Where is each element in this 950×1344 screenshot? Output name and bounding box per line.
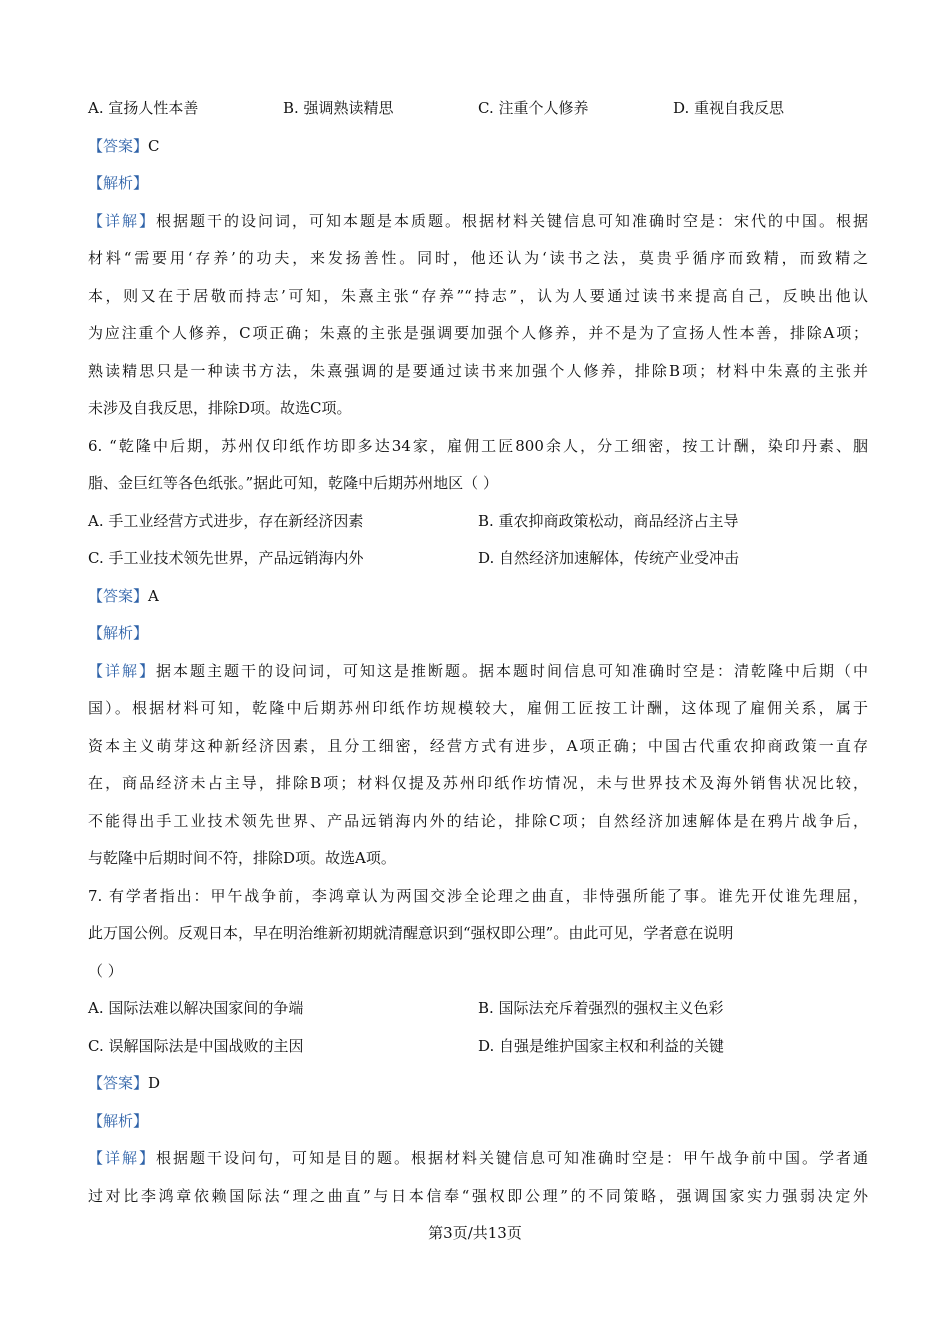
q7-options-row: [88, 1028, 868, 1066]
q6-detail-line: 资本主义萌芽这种新经济因素，且分工细密，经营方式有进步，A项正确；中国古代重农抑商政策一直存: [88, 736, 868, 755]
q6-analysis-heading: [88, 615, 868, 653]
document-page: [88, 90, 868, 1215]
q5-options: [88, 90, 868, 128]
q7-option-c: C. 误解国际法是中国战败的主因: [88, 1036, 304, 1055]
q7-stem-line: 7. 有学者指出：甲午战争前，李鸿章认为两国交涉全论理之曲直，非恃强所能了事。谁先开仗谁先理屈，: [88, 886, 868, 905]
analysis-tag: 【解析】: [88, 174, 149, 192]
q6-stem-line: 脂、金巨红等各色纸张。”据此可知，乾隆中后期苏州地区（ ）: [88, 474, 498, 492]
q5-analysis-heading: [88, 165, 868, 203]
q5-detail-text: 根据题干的设问词，可知本题是本质题。根据材料关键信息可知准确时空是：宋代的中国。根据: [156, 211, 868, 230]
q6-option-b: B. 重农抑商政策松动，商品经济占主导: [478, 511, 739, 530]
q6-stem-line: 6. “乾隆中后期，苏州仅印纸作坊即多达34家，雇佣工匠800余人，分工细密，按工计酬，染印丹素、胭: [88, 436, 868, 455]
q7-option-d: D. 自强是维护国家主权和利益的关键: [478, 1036, 725, 1055]
q6-detail-line: [88, 653, 868, 691]
answer-value: C: [148, 136, 160, 155]
q5-detail-line: [88, 203, 868, 241]
detail-tag: 【详解】: [88, 1149, 156, 1167]
q7-stem-line: （ ）: [88, 961, 123, 980]
q6-detail-line: 国）。根据材料可知，乾隆中后期苏州印纸作坊规模较大，雇佣工匠按工计酬，这体现了雇佣关系，属于: [88, 699, 868, 717]
q6-detail-text: 据本题主题干的设问词，可知这是推断题。据本题时间信息可知准确时空是：清乾隆中后期（中: [156, 661, 868, 680]
q5-option-c: C. 注重个人修养: [478, 99, 589, 117]
q6-options-row: [88, 540, 868, 578]
analysis-tag: 【解析】: [88, 1111, 149, 1130]
q6-options-row: [88, 503, 868, 541]
q6-detail-line: 不能得出手工业技术领先世界、产品远销海内外的结论，排除C项；自然经济加速解体是在鸦片战争后，: [88, 811, 868, 830]
q6-detail-line: 与乾隆中后期时间不符，排除D项。故选A项。: [88, 849, 396, 867]
detail-tag: 【详解】: [88, 661, 156, 680]
q6-option-d: D. 自然经济加速解体，传统产业受冲击: [478, 549, 740, 567]
q5-detail-line: 材料“需要用‘存养’的功夫，来发扬善性。同时，他还认为‘读书之法，莫贵乎循序而致精，而致精之: [88, 249, 868, 267]
q7-answer: [88, 1065, 868, 1103]
q6-answer: [88, 578, 868, 616]
q5-detail-line: 熟读精思只是一种读书方法，朱熹强调的是要通过读书来加强个人修养，排除B项；材料中朱熹的主张并: [88, 361, 868, 380]
q5-option-a: A. 宣扬人性本善: [88, 99, 199, 117]
q7-option-a: A. 国际法难以解决国家间的争端: [88, 999, 304, 1017]
answer-tag: 【答案】: [88, 1074, 149, 1092]
detail-tag: 【详解】: [88, 211, 156, 230]
q6-option-a: A. 手工业经营方式进步，存在新经济因素: [88, 511, 364, 530]
answer-value: D: [148, 1074, 161, 1092]
q7-analysis-heading: [88, 1103, 868, 1141]
q7-detail-text: 根据题干设问句，可知是目的题。根据材料关键信息可知准确时空是：甲午战争前中国。学者通: [156, 1149, 868, 1167]
q5-option-d: D. 重视自我反思: [673, 99, 785, 117]
page-footer: 第3页/共13页: [428, 1224, 522, 1242]
q7-detail-line: 过对比李鸿章依赖国际法“理之曲直”与日本信奉“强权即公理”的不同策略，强调国家实力强弱决定外: [88, 1186, 868, 1205]
q7-options-row: [88, 990, 868, 1028]
analysis-tag: 【解析】: [88, 624, 149, 642]
q7-option-b: B. 国际法充斥着强烈的强权主义色彩: [478, 999, 724, 1017]
answer-tag: 【答案】: [88, 136, 149, 155]
q7-detail-line: [88, 1140, 868, 1178]
q6-detail-line: 在，商品经济未占主导，排除B项；材料仅提及苏州印纸作坊情况，未与世界技术及海外销售状况比较，: [88, 774, 868, 792]
q5-detail-line: 为应注重个人修养，C项正确；朱熹的主张是强调要加强个人修养，并不是为了宣扬人性本善，排除A项；: [88, 324, 868, 342]
q5-detail-line: 本，则又在于居敬而持志’可知，朱熹主张“存养”“持志”，认为人要通过读书来提高自己，反映出他认: [88, 286, 868, 305]
answer-tag: 【答案】: [88, 586, 149, 605]
q5-detail-line: 未涉及自我反思，排除D项。故选C项。: [88, 399, 352, 417]
answer-value: A: [148, 586, 159, 605]
q5-answer: [88, 128, 868, 166]
q5-option-b: B. 强调熟读精思: [283, 99, 394, 117]
q7-stem-line: 此万国公例。反观日本，早在明治维新初期就清醒意识到“强权即公理”。由此可见，学者意在说明: [88, 924, 734, 942]
q6-option-c: C. 手工业技术领先世界，产品远销海内外: [88, 549, 364, 567]
